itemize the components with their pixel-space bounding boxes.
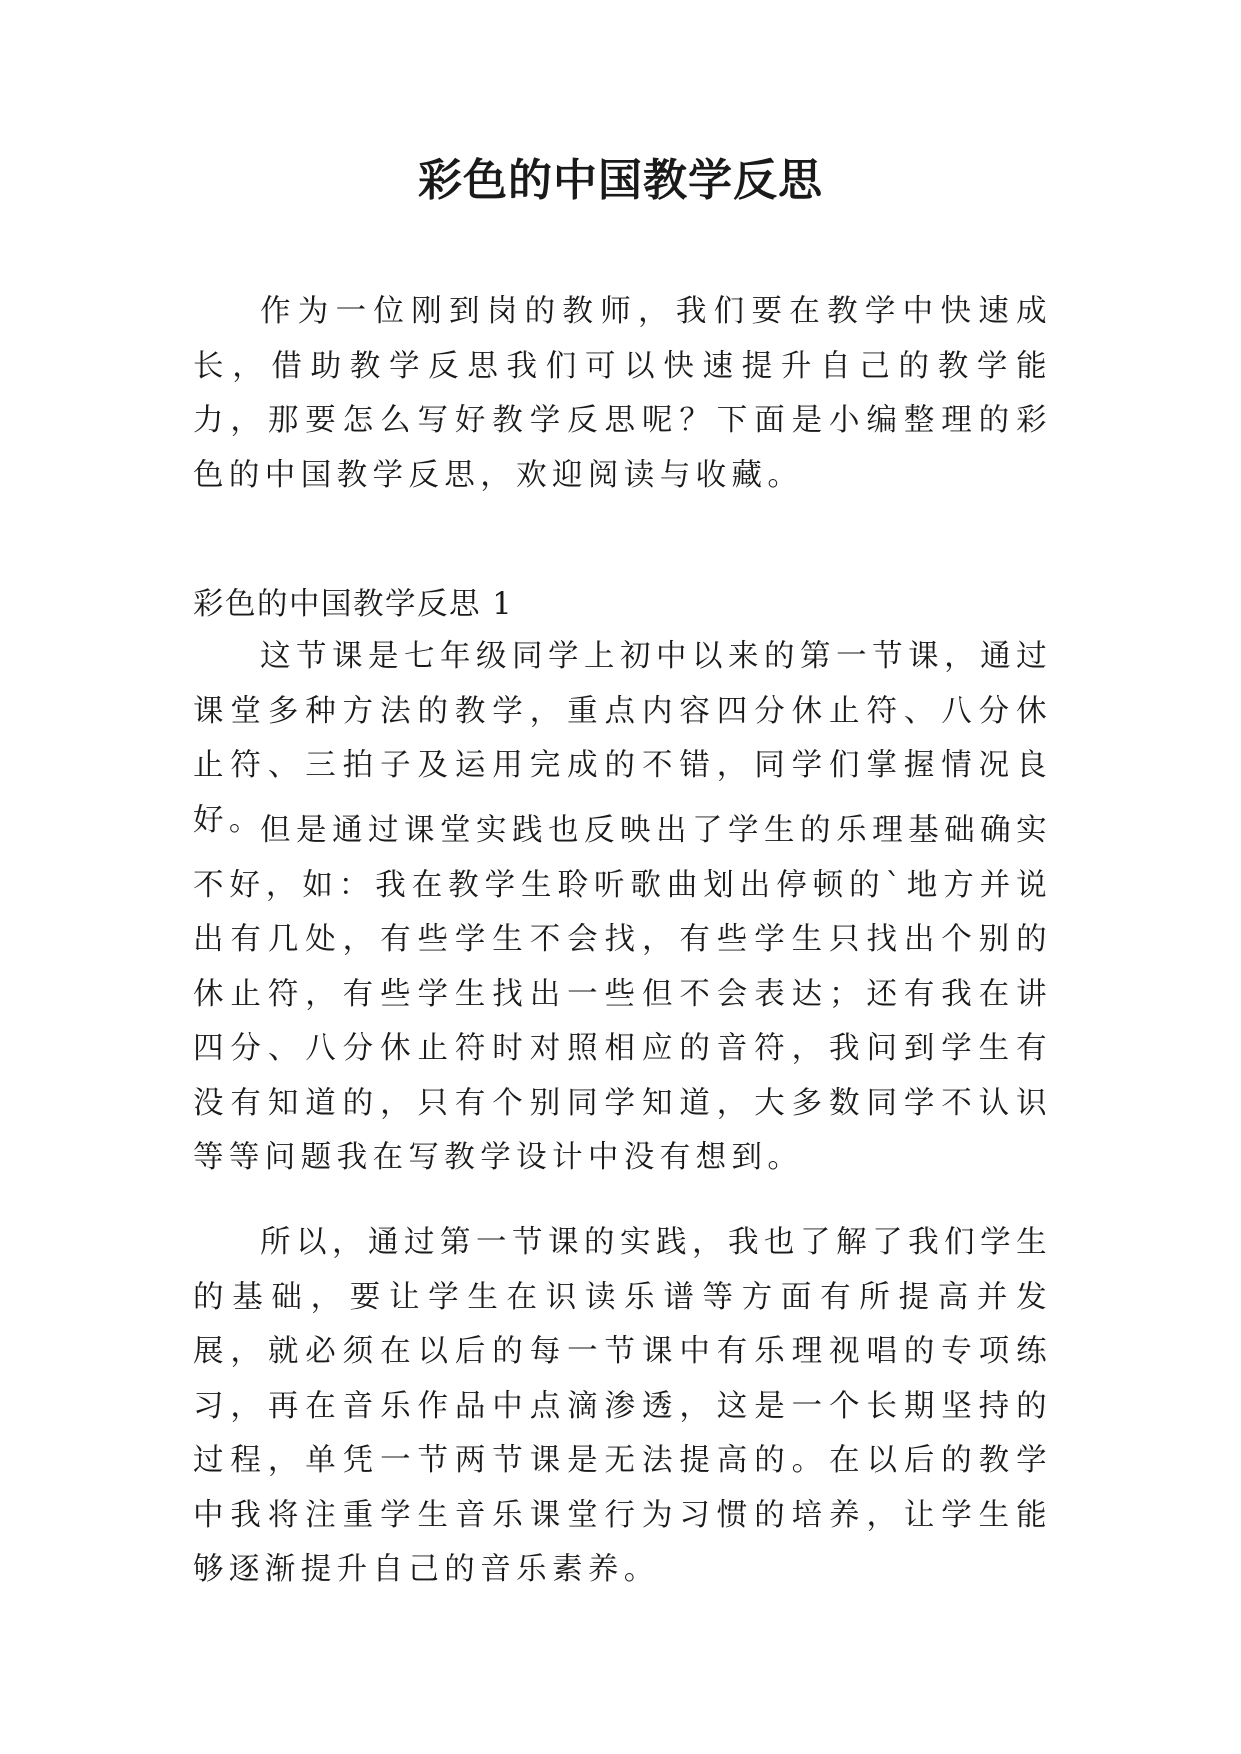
body-paragraph-2: 但是通过课堂实践也反映出了学生的乐理基础确实不好，如：我在教学生聆听歌曲划出停顿的`地方并说出有几处，有些学生不会找，有些学生只找出个别的休止符，有些学生找出一些但不会表达；还有我在讲四分、八分休止符时对照相应的音符，我问到学生有没有知道的，只有个别同学知道，大多数同学不认识等等问题我在写教学设计中没有想到。 xyxy=(193,813,1052,1175)
document-title: 彩色的中国教学反思 xyxy=(418,155,823,206)
body-paragraph-3: 所以，通过第一节课的实践，我也了解了我们学生的基础，要让学生在识读乐谱等方面有所提高并发展，就必须在以后的每一节课中有乐理视唱的专项练习，再在音乐作品中点滴渗透，这是一个长期坚持的过程，单凭一节两节课是无法提高的。在以后的教学中我将注重学生音乐课堂行为习惯的培养，让学生能够逐渐提升自己的音乐素养。 xyxy=(193,1225,1052,1587)
section-heading: 彩色的中国教学反思 1 xyxy=(193,587,514,622)
intro-paragraph: 作为一位刚到岗的教师，我们要在教学中快速成长，借助教学反思我们可以快速提升自己的教学能力，那要怎么写好教学反思呢？下面是小编整理的彩色的中国教学反思，欢迎阅读与收藏。 xyxy=(193,294,1052,493)
body-paragraph-1: 这节课是七年级同学上初中以来的第一节课，通过课堂多种方法的教学，重点内容四分休止符、八分休止符、三拍子及运用完成的不错，同学们掌握情况良好。 xyxy=(193,639,1052,838)
